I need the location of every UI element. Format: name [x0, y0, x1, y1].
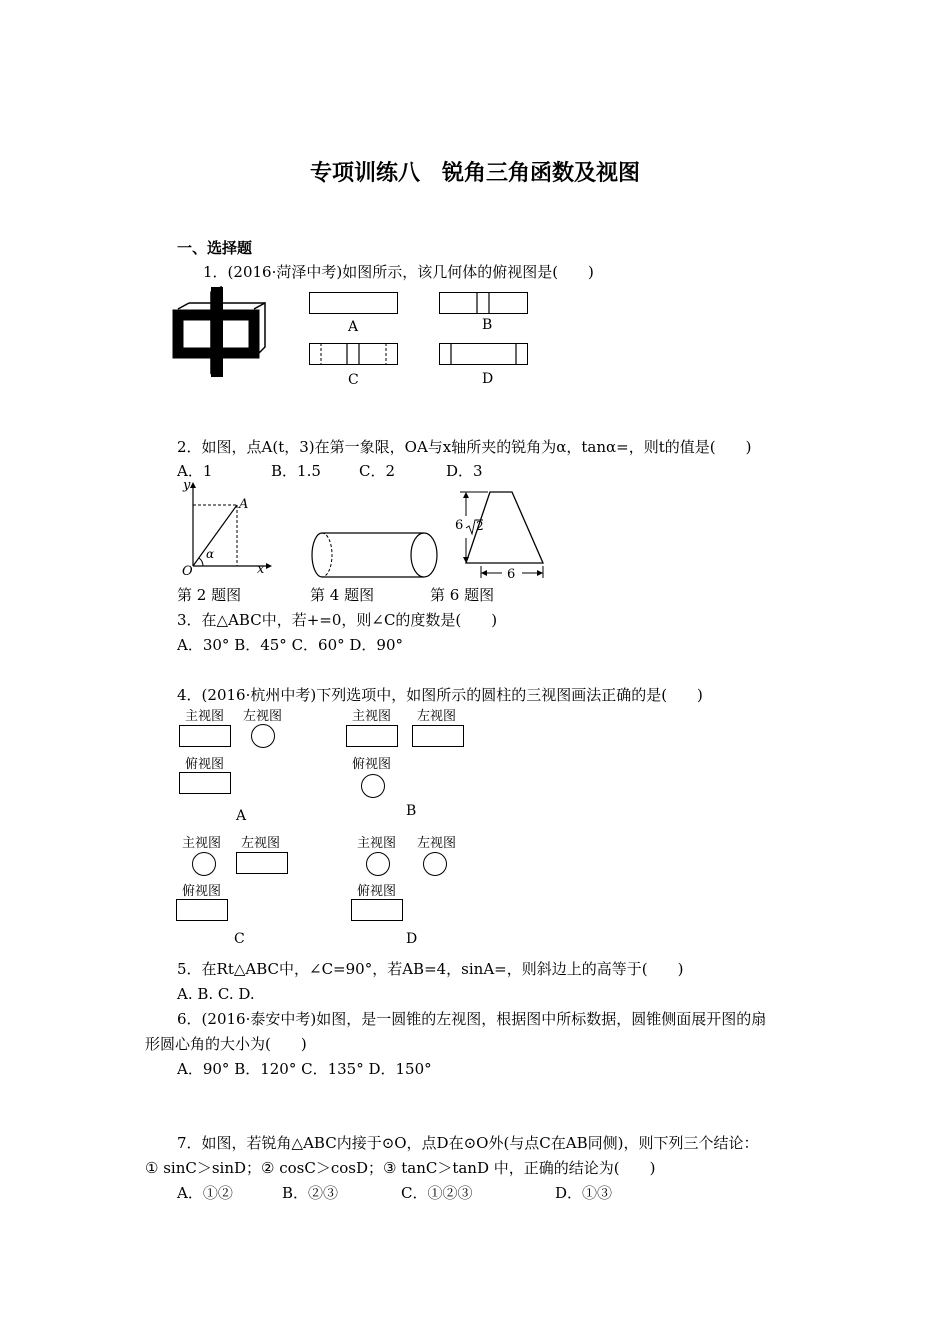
- q4c-top-label: 俯视图: [182, 884, 222, 899]
- q1-option-d-lines: [439, 343, 528, 365]
- q1-solid-figure: [175, 287, 275, 383]
- q4c-top-view: [176, 899, 228, 921]
- q7-option-a: A．①②: [177, 1184, 233, 1202]
- question-3: 3．在△ABC中，若+=0，则∠C的度数是( ): [177, 611, 498, 629]
- q4d-top-view: [351, 899, 403, 921]
- q2-y-label: y: [183, 478, 191, 493]
- q4-label-a: A: [236, 808, 247, 824]
- q2-option-d: D．3: [446, 462, 483, 480]
- q5-options: A. B. C. D.: [177, 985, 255, 1003]
- q4c-main-view: [192, 852, 216, 876]
- q1-label-a: A: [348, 319, 359, 335]
- q4a-top-label: 俯视图: [185, 757, 225, 772]
- q4b-top-label: 俯视图: [352, 757, 392, 772]
- q4-label-d: D: [406, 931, 418, 947]
- q4b-main-label: 主视图: [352, 709, 392, 724]
- q2-origin-label: O: [182, 564, 193, 579]
- q1-option-c-lines: [309, 343, 398, 365]
- q1-label-d: D: [482, 371, 494, 387]
- q6-base-value: 6: [507, 567, 516, 582]
- q4-figure-caption: 第 4 题图: [310, 586, 375, 604]
- q7-option-c: C．①②③: [401, 1184, 473, 1202]
- q6-options: A．90° B．120° C．135° D．150°: [177, 1060, 432, 1078]
- q1-option-a-view: [309, 292, 398, 314]
- q1-option-b-lines: [439, 292, 528, 314]
- q2-option-a: A．1: [177, 462, 213, 480]
- q4a-top-view: [179, 772, 231, 794]
- q4b-left-view: [412, 725, 464, 747]
- q4c-main-label: 主视图: [182, 836, 222, 851]
- q6-root-value: 2: [476, 519, 484, 533]
- q4b-left-label: 左视图: [417, 709, 457, 724]
- q2-point-a-label: A: [239, 497, 249, 512]
- q4c-left-view: [236, 852, 288, 874]
- question-1: 1．(2016·菏泽中考)如图所示，该几何体的俯视图是( ): [203, 263, 594, 281]
- question-5: 5．在Rt△ABC中，∠C=90°，若AB=4，sinA=，则斜边上的高等于( ): [177, 960, 684, 978]
- q6-figure-caption: 第 6 题图: [430, 586, 495, 604]
- q2-figure-caption: 第 2 题图: [177, 586, 242, 604]
- q6-cone-side-view: [452, 486, 552, 582]
- q6-height-value: 6: [455, 518, 464, 533]
- q4b-top-view: [361, 774, 385, 798]
- q2-x-label: x: [257, 562, 265, 577]
- q4d-top-label: 俯视图: [357, 884, 397, 899]
- q4d-left-view: [423, 852, 447, 876]
- question-2: 2．如图，点A(t，3)在第一象限，OA与x轴所夹的锐角为α，tanα=，则t的值是( ): [177, 438, 752, 456]
- q4-label-c: C: [234, 931, 245, 947]
- q2-option-b: B．1.5: [271, 462, 321, 480]
- q4a-main-label: 主视图: [185, 709, 225, 724]
- section-heading: 一、选择题: [177, 239, 253, 257]
- q4c-left-label: 左视图: [241, 836, 281, 851]
- q7-option-d: D．①③: [555, 1184, 613, 1202]
- question-7-line-1: 7．如图，若锐角△ABC内接于⊙O，点D在⊙O外(与点C在AB同侧)，则下列三个结论：: [177, 1134, 759, 1152]
- page-title: 专项训练八 锐角三角函数及视图: [309, 160, 640, 186]
- question-6-line-1: 6．(2016·泰安中考)如图，是一圆锥的左视图，根据图中所标数据，圆锥侧面展开图的扇: [177, 1010, 767, 1028]
- q3-options: A．30° B．45° C．60° D．90°: [177, 636, 404, 654]
- q4a-left-label: 左视图: [243, 709, 283, 724]
- q7-option-b: B．②③: [282, 1184, 339, 1202]
- q1-label-b: B: [482, 317, 493, 333]
- q2-option-c: C．2: [359, 462, 396, 480]
- q4-label-b: B: [406, 803, 417, 819]
- q2-alpha-label: α: [206, 547, 215, 561]
- q4-cylinder-figure: [308, 528, 442, 584]
- q1-label-c: C: [348, 372, 359, 388]
- q4a-main-view: [179, 725, 231, 747]
- question-7-line-2: ① sinC＞sinD；② cosC＞cosD；③ tanC＞tanD 中，正确的结论为( ): [145, 1159, 656, 1177]
- q4d-main-view: [366, 852, 390, 876]
- q4d-left-label: 左视图: [417, 836, 457, 851]
- question-6-line-2: 形圆心角的大小为( ): [145, 1035, 307, 1053]
- q4b-main-view: [346, 725, 398, 747]
- q4a-left-view: [251, 724, 275, 748]
- q4d-main-label: 主视图: [357, 836, 397, 851]
- question-4: 4．(2016·杭州中考)下列选项中，如图所示的圆柱的三视图画法正确的是( ): [177, 686, 703, 704]
